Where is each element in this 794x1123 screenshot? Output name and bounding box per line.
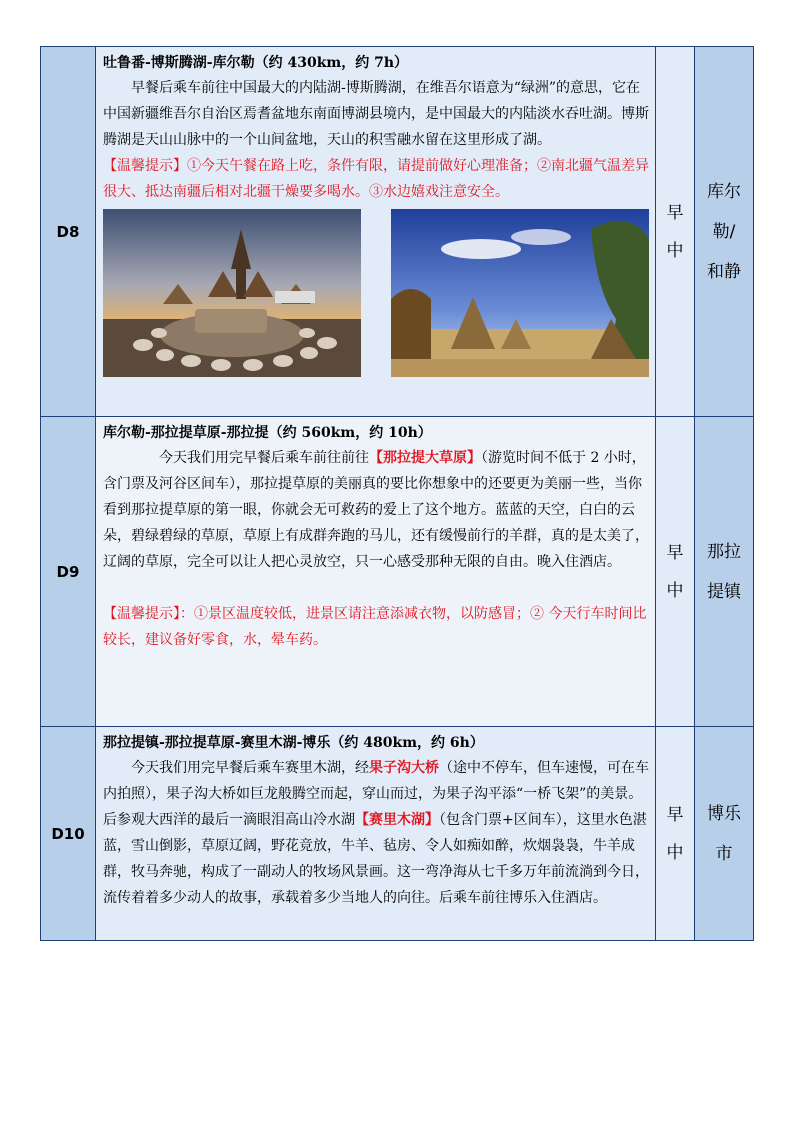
photo-row: [103, 209, 649, 377]
meal-breakfast: 早: [666, 804, 684, 825]
text-part: （游览时间不低于 2 小时，含门票及河谷区间车），那拉提草原的美丽真的要比你想象中的还要更为美丽一些，当你看到那拉提草原的第一眼，你就会无可救药的爱上了这个地方。蓝蓝的天空，白白的云朵，碧绿碧绿的草原，草原上有成群奔跑的马儿，还有缓慢前行的羊群，真的是太美了，辽阔的草原，完全可以让人把心灵放空，只一心感受那种无限的自由。晚入住酒店。: [103, 450, 649, 570]
attraction-highlight: 果子沟大桥: [369, 760, 439, 776]
day-description: [103, 445, 649, 575]
route-title: 那拉提镇-那拉提草原-赛里木湖-博乐（约 480km，约 6h）: [103, 735, 484, 751]
meals-cell: [656, 727, 695, 941]
day-content: [96, 727, 656, 941]
route-title: 吐鲁番-博斯腾湖-库尔勒（约 430km，约 7h）: [103, 55, 409, 71]
tips: [103, 153, 649, 205]
attraction-highlight: 【那拉提大草原】: [369, 450, 481, 466]
meals-cell: [656, 417, 695, 727]
stay-line: 那拉: [707, 541, 741, 562]
text-part: （途中不停车，但车速慢，可在车内拍照），果子沟大桥如巨龙般腾空而起，穿山而过，为果子沟平添“一桥飞架”的美景。后参观大西洋的最后一滴眼泪高山冷水湖: [103, 760, 649, 828]
meal-lunch: 中: [666, 240, 684, 261]
desert-hut-poplar-photo: [391, 209, 649, 377]
bosten-lake-monument-photo: [103, 209, 361, 377]
itinerary-row-d9: [41, 417, 754, 727]
stay-line: 博乐: [707, 803, 741, 824]
day-content: [96, 47, 656, 417]
stay-line: 勒/: [712, 221, 736, 242]
meals-cell: [656, 47, 695, 417]
itinerary-table: [40, 46, 754, 941]
tip-text: ①今天午餐在路上吃，条件有限，请提前做好心理准备；②南北疆气温差异很大、抵达南疆后相对北疆干燥要多喝水。③水边嬉戏注意安全。: [103, 158, 649, 200]
stay-line: 库尔: [707, 181, 741, 202]
day-content: [96, 417, 656, 727]
itinerary-row-d10: [41, 727, 754, 941]
route-title: 库尔勒-那拉提草原-那拉提（约 560km，约 10h）: [103, 425, 432, 441]
tip-label: 【温馨提示】: [103, 606, 180, 622]
meal-breakfast: 早: [666, 542, 684, 563]
stay-line: 提镇: [707, 581, 741, 602]
text-part: 今天我们用完早餐后乘车前往前往: [159, 450, 369, 466]
accommodation-cell: [695, 727, 754, 941]
meal-lunch: 中: [666, 580, 684, 601]
meal-breakfast: 早: [666, 202, 684, 223]
text-part: （包含门票+区间车），这里水色湛蓝，雪山倒影，草原辽阔，野花竞放，牛羊、毡房、令人如痴如醉，炊烟袅袅，牛羊成群，牧马奔驰，构成了一副动人的牧场风景画。这一弯净海从七千多万年前流淌到今日，流传着着多少动人的故事，承载着多少当地人的向往。后乘车前往博乐入住酒店。: [103, 812, 649, 906]
itinerary-row-d8: [41, 47, 754, 417]
day-description: [103, 755, 649, 911]
meal-lunch: 中: [666, 842, 684, 863]
stay-line: 市: [715, 843, 733, 864]
tip-text: ：①景区温度较低，进景区请注意添减衣物，以防感冒；② 今天行车时间比较长，建议备好零食，水，晕车药。: [103, 606, 647, 648]
tip-label: 【温馨提示】: [103, 158, 187, 174]
day-label: D10: [41, 727, 96, 941]
attraction-highlight: 【赛里木湖】: [355, 812, 439, 828]
accommodation-cell: [695, 417, 754, 727]
day-description: 早餐后乘车前往中国最大的内陆湖-博斯腾湖，在维吾尔语意为“绿洲”的意思，它在中国新疆维吾尔自治区焉耆盆地东南面博湖县境内，是中国最大的内陆淡水吞吐湖。博斯腾湖是天山山脉中的一个山间盆地，天山的积雪融水留在这里形成了湖。: [103, 80, 649, 148]
day-label: D8: [41, 47, 96, 417]
day-label: D9: [41, 417, 96, 727]
text-part: 今天我们用完早餐后乘车赛里木湖，经: [131, 760, 369, 776]
stay-line: 和静: [707, 261, 741, 282]
accommodation-cell: [695, 47, 754, 417]
tips: [103, 601, 649, 653]
